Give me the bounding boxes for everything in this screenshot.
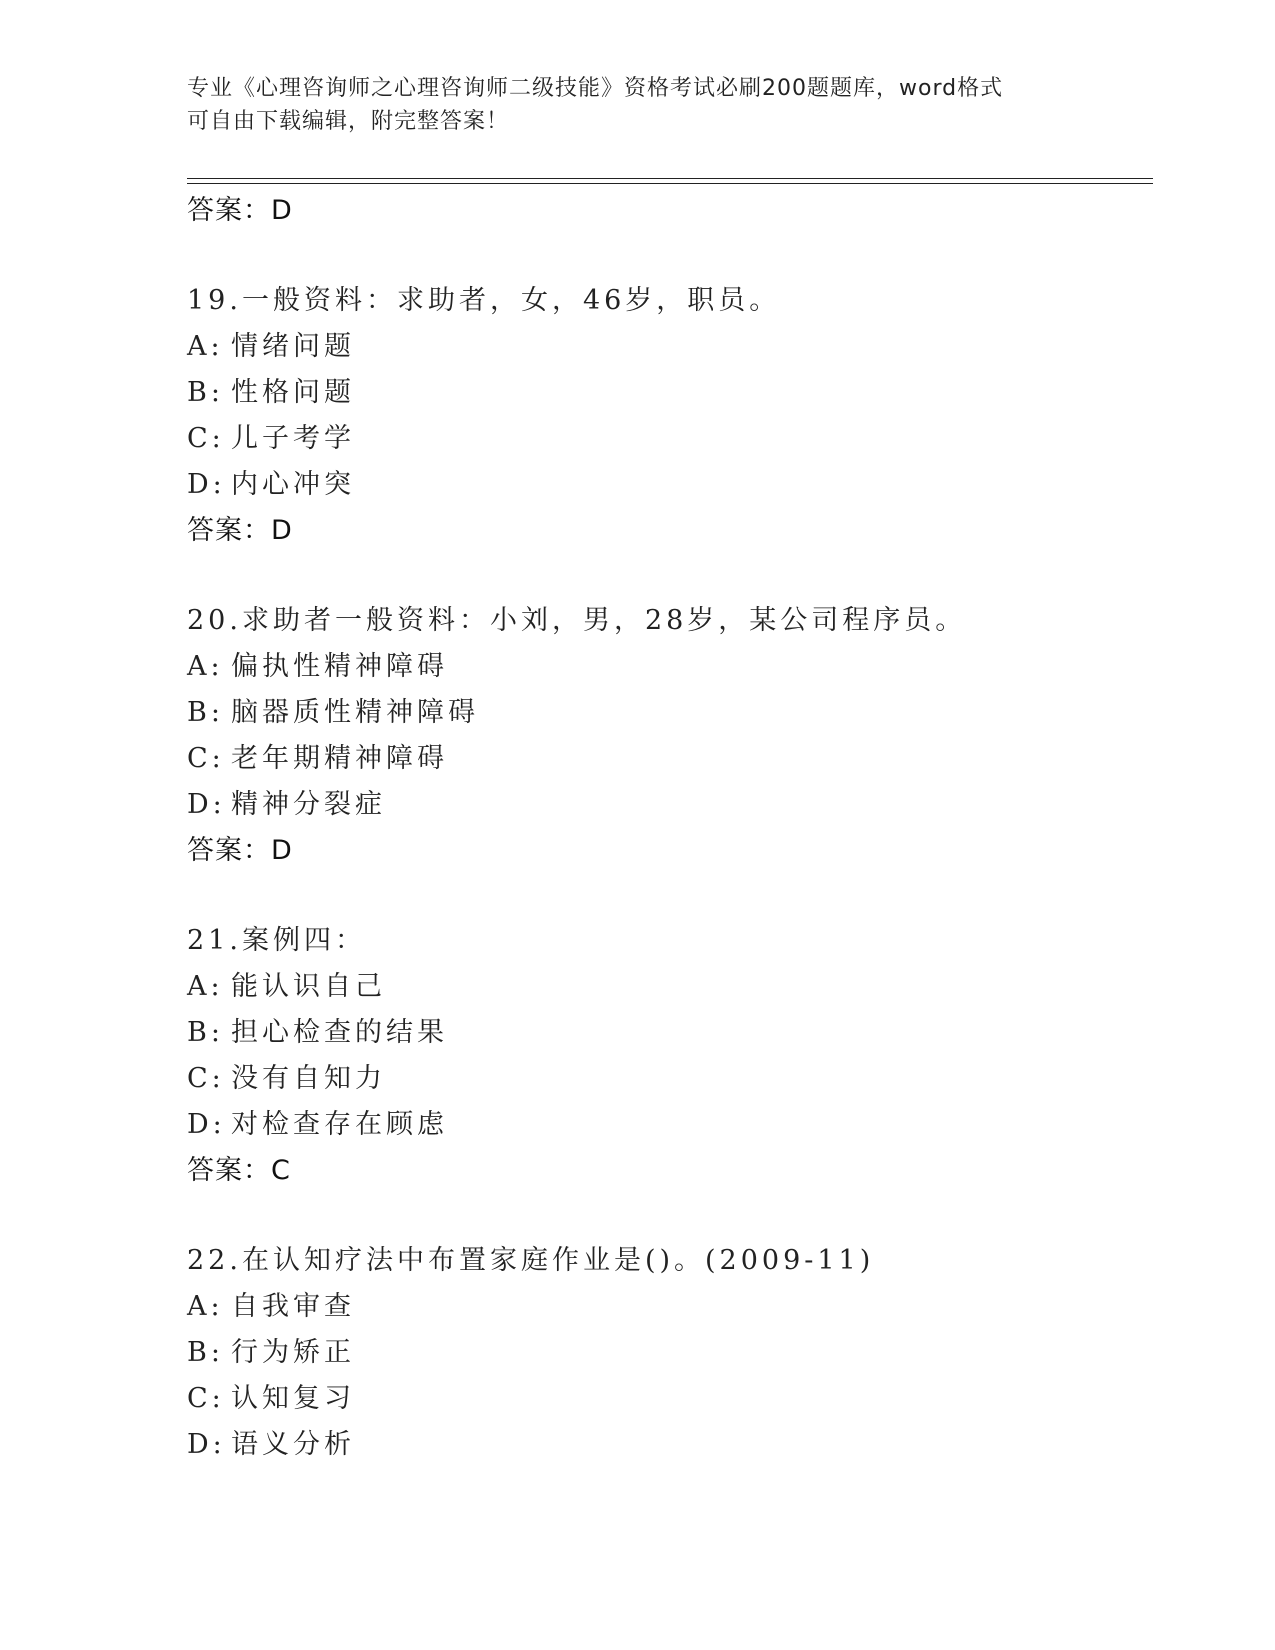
option-text: 语义分析 <box>231 1429 355 1460</box>
header-line-2: 可自由下载编辑，附完整答案！ <box>187 109 510 134</box>
option-letter: C: <box>187 743 225 774</box>
option-text: 偏执性精神障碍 <box>231 651 448 682</box>
question-text: 20.求助者一般资料：小刘，男，28岁，某公司程序员。 <box>187 605 967 636</box>
option-letter: A: <box>187 651 224 682</box>
question-text: 21.案例四： <box>187 925 366 956</box>
option-a <box>187 644 1147 690</box>
header-divider-top <box>187 178 1153 179</box>
option-letter: C: <box>187 423 225 454</box>
option-letter: C: <box>187 1063 225 1094</box>
option-d <box>187 1422 1147 1468</box>
question-block <box>187 278 1147 554</box>
option-text: 担心检查的结果 <box>231 1017 448 1048</box>
option-b <box>187 1010 1147 1056</box>
option-letter: A: <box>187 971 224 1002</box>
option-text: 自我审查 <box>231 1291 355 1322</box>
question-text: 22.在认知疗法中布置家庭作业是()。(2009-11) <box>187 1245 875 1276</box>
option-letter: C: <box>187 1383 225 1414</box>
answer-line: 答案：C <box>187 1155 291 1186</box>
option-text: 儿子考学 <box>231 423 355 454</box>
option-letter: A: <box>187 331 224 362</box>
option-c <box>187 736 1147 782</box>
option-text: 性格问题 <box>231 377 355 408</box>
option-c <box>187 1056 1147 1102</box>
option-letter: B: <box>187 1337 224 1368</box>
option-b <box>187 370 1147 416</box>
document-header <box>187 72 1087 138</box>
option-letter: B: <box>187 697 224 728</box>
option-text: 脑器质性精神障碍 <box>231 697 479 728</box>
question-block <box>187 1238 1147 1468</box>
option-text: 精神分裂症 <box>231 789 386 820</box>
option-c <box>187 416 1147 462</box>
answer-line: 答案：D <box>187 515 293 546</box>
option-c <box>187 1376 1147 1422</box>
option-d <box>187 782 1147 828</box>
option-letter: B: <box>187 377 224 408</box>
option-text: 老年期精神障碍 <box>231 743 448 774</box>
option-letter: D: <box>187 469 226 500</box>
question-list <box>187 188 1147 1468</box>
option-text: 能认识自己 <box>231 971 386 1002</box>
option-a <box>187 1284 1147 1330</box>
option-d <box>187 1102 1147 1148</box>
answer-line: 答案：D <box>187 835 293 866</box>
option-letter: D: <box>187 789 226 820</box>
option-letter: D: <box>187 1109 226 1140</box>
header-line-1: 专业《心理咨询师之心理咨询师二级技能》资格考试必刷200题题库，word格式 <box>187 76 1004 101</box>
option-letter: D: <box>187 1429 226 1460</box>
header-divider-bottom <box>187 183 1153 184</box>
option-a <box>187 324 1147 370</box>
option-text: 行为矫正 <box>231 1337 355 1368</box>
question-text: 19.一般资料：求助者，女，46岁，职员。 <box>187 285 781 316</box>
option-b <box>187 1330 1147 1376</box>
option-letter: A: <box>187 1291 224 1322</box>
option-text: 认知复习 <box>231 1383 355 1414</box>
option-text: 对检查存在顾虑 <box>231 1109 448 1140</box>
option-letter: B: <box>187 1017 224 1048</box>
option-text: 内心冲突 <box>231 469 355 500</box>
option-d <box>187 462 1147 508</box>
question-block <box>187 918 1147 1194</box>
option-text: 情绪问题 <box>231 331 355 362</box>
option-text: 没有自知力 <box>231 1063 386 1094</box>
question-block <box>187 598 1147 874</box>
answer-line: 答案：D <box>187 195 293 226</box>
option-a <box>187 964 1147 1010</box>
option-b <box>187 690 1147 736</box>
